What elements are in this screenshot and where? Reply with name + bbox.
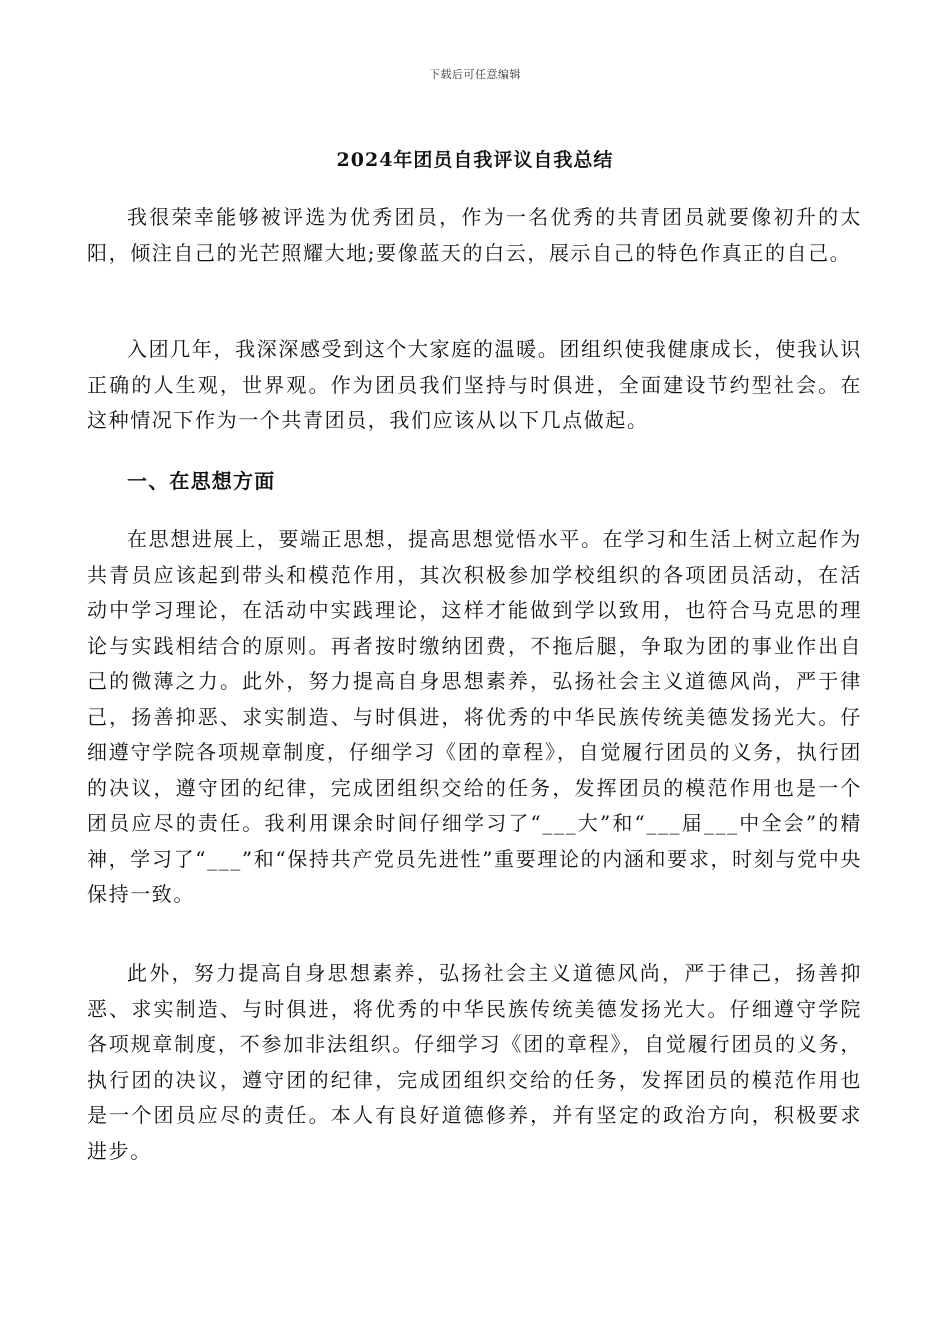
document-title: 2024年团员自我评议自我总结 [336,149,614,171]
paragraph-thought-progress: 在思想进展上，要端正思想，提高思想觉悟水平。在学习和生活上树立起作为共青员应该起到带头和模范作用，其次积极参加学校组织的各项团员活动，在活动中学习理论，在活动中实践理论，这样才能做到学以致用，也符合马克思的理论与实践相结合的原则。再者按时缴纳团费，不拖后腿，争取为团的事业作出自己的微薄之力。此外，努力提高自身思想素养，弘扬社会主义道德风尚，严于律己，扬善抑恶、求实制造、与时俱进，将优秀的中华民族传统美德发扬光大。仔细遵守学院各项规章制度，仔细学习《团的章程》，自觉履行团员的义务，执行团的决议，遵守团的纪律，完成团组织交给的任务，发挥团员的模范作用也是一个团员应尽的责任。我利用课余时间仔细学习了“___大”和“___届___中全会”的精神，学习了“___”和“保持共产党员先进性”重要理论的内涵和要求，时刻与党中央保持一致。 [87,527,862,906]
paragraph-background: 入团几年，我深深感受到这个大家庭的温暖。团组织使我健康成长，使我认识正确的人生观，世界观。作为团员我们坚持与时俱进，全面建设节约型社会。在这种情况下作为一个共青团员，我们应该从以下几点做起。 [87,337,862,432]
paragraph-intro: 我很荣幸能够被评选为优秀团员，作为一名优秀的共青团员就要像初升的太阳，倾注自己的光芒照耀大地;要像蓝天的白云，展示自己的特色作真正的自己。 [87,205,862,265]
header-note: 下载后可任意编辑 [429,68,521,81]
section-heading: 一、在思想方面 [127,469,276,493]
paragraph-moral-quality: 此外，努力提高自身思想素养，弘扬社会主义道德风尚，严于律己，扬善抑恶、求实制造、与时俱进，将优秀的中华民族传统美德发扬光大。仔细遵守学院各项规章制度，不参加非法组织。仔细学习《团的章程》，自觉履行团员的义务，执行团的决议，遵守团的纪律，完成团组织交给的任务，发挥团员的模范作用也是一个团员应尽的责任。本人有良好道德修养，并有坚定的政治方向，积极要求进步。 [87,961,862,1163]
